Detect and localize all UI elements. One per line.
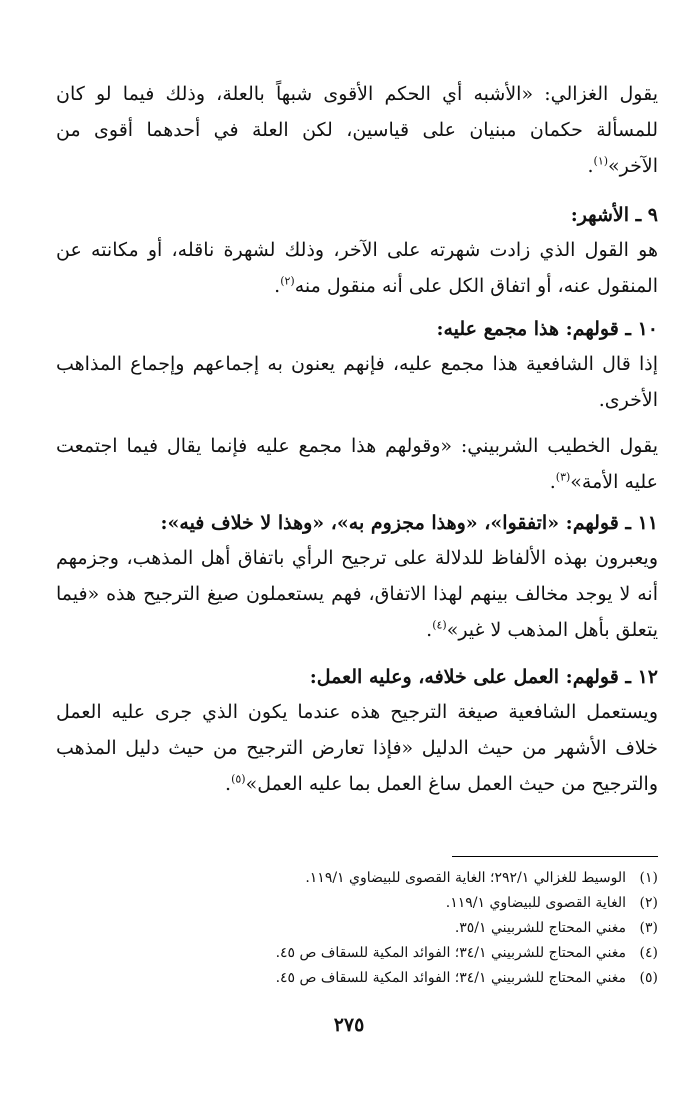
page-number: ٢٧٥ <box>333 1014 365 1036</box>
section-9 <box>56 198 658 304</box>
paragraph-end: . <box>225 773 232 795</box>
footnote-5 <box>56 966 658 990</box>
footnote-number: (٤) <box>639 945 658 961</box>
footnote-number: (٣) <box>639 920 658 936</box>
section-10 <box>56 312 658 500</box>
footnote-ref: (٢) <box>280 274 295 288</box>
paragraph-end: . <box>549 471 556 493</box>
footnote-ref: (٤) <box>432 618 447 632</box>
section-heading: ٩ ـ الأشهر: <box>570 204 658 226</box>
footnote-number: (١) <box>639 870 658 886</box>
section-heading: ١١ ـ قولهم: «اتفقوا»، «وهذا مجزوم به»، «وهذا لا خلاف فيه»: <box>160 512 658 534</box>
paragraph-end: . <box>274 275 281 297</box>
footnote-ref: (٣) <box>555 470 571 484</box>
paragraph-text: ويعبرون بهذه الألفاظ للدلالة على ترجيح الرأي باتفاق أهل المذهب، وجزمهم أنه لا يوجد مخالف بينهم لهذا الاتفاق، فهم يستعملون صيغ الترجيح هذه «فيما يتعلق بأهل المذهب لا غير» <box>56 547 658 641</box>
footnote-2 <box>56 891 658 915</box>
paragraph-end: . <box>426 619 433 641</box>
footnote-3 <box>56 916 658 940</box>
footnote-separator <box>452 856 658 857</box>
section-heading: ١٠ ـ قولهم: هذا مجمع عليه: <box>436 318 658 340</box>
footnote-text: مغني المحتاج للشربيني ٣٤/١؛ الفوائد المكية للسقاف ص ٤٥. <box>275 970 626 986</box>
paragraph-text: يقول الخطيب الشربيني: «وقولهم هذا مجمع عليه فإنما يقال فيما اجتمعت عليه الأمة» <box>56 435 658 493</box>
footnote-1 <box>56 866 658 890</box>
footnote-number: (٥) <box>639 970 658 986</box>
footnote-text: الغاية القصوى للبيضاوي ١١٩/١. <box>445 895 626 911</box>
footnote-ref: (١) <box>593 154 609 168</box>
footnote-ref: (٥) <box>231 772 246 786</box>
footnote-text: الوسيط للغزالي ٢٩٢/١؛ الغاية القصوى للبيضاوي ١١٩/١. <box>305 870 626 886</box>
paragraph-ghazali-quote <box>56 76 658 184</box>
paragraph-text: هو القول الذي زادت شهرته على الآخر، وذلك لشهرة ناقله، أو مكانته عن المنقول عنه، أو اتفاق الكل على أنه منقول منه <box>56 239 658 297</box>
section-heading: ١٢ ـ قولهم: العمل على خلافه، وعليه العمل: <box>309 666 658 688</box>
footnote-text: مغني المحتاج للشربيني ٣٤/١؛ الفوائد المكية للسقاف ص ٤٥. <box>275 945 626 961</box>
footnote-4 <box>56 941 658 965</box>
section-11 <box>56 506 658 648</box>
paragraph-text: يقول الغزالي: «الأشبه أي الحكم الأقوى شبهاً بالعلة، وذلك فيما لو كان للمسألة حكمان مبنيان على قياسين، لكن العلة في أحدهما أقوى من الآخر» <box>56 83 658 177</box>
paragraph-text: إذا قال الشافعية هذا مجمع عليه، فإنهم يعنون به إجماعهم وإجماع المذاهب الأخرى. <box>56 353 658 411</box>
paragraph-end: . <box>587 155 594 177</box>
paragraph-text: ويستعمل الشافعية صيغة الترجيح هذه عندما يكون الذي جرى عليه العمل خلاف الأشهر من حيث الدليل «فإذا تعارض الترجيح من حيث دليل المذهب والترجيح من حيث العمل ساغ العمل بما عليه العمل» <box>56 701 658 795</box>
footnote-text: مغني المحتاج للشربيني ٣٥/١. <box>454 920 626 936</box>
section-12 <box>56 660 658 802</box>
footnote-number: (٢) <box>639 895 658 911</box>
